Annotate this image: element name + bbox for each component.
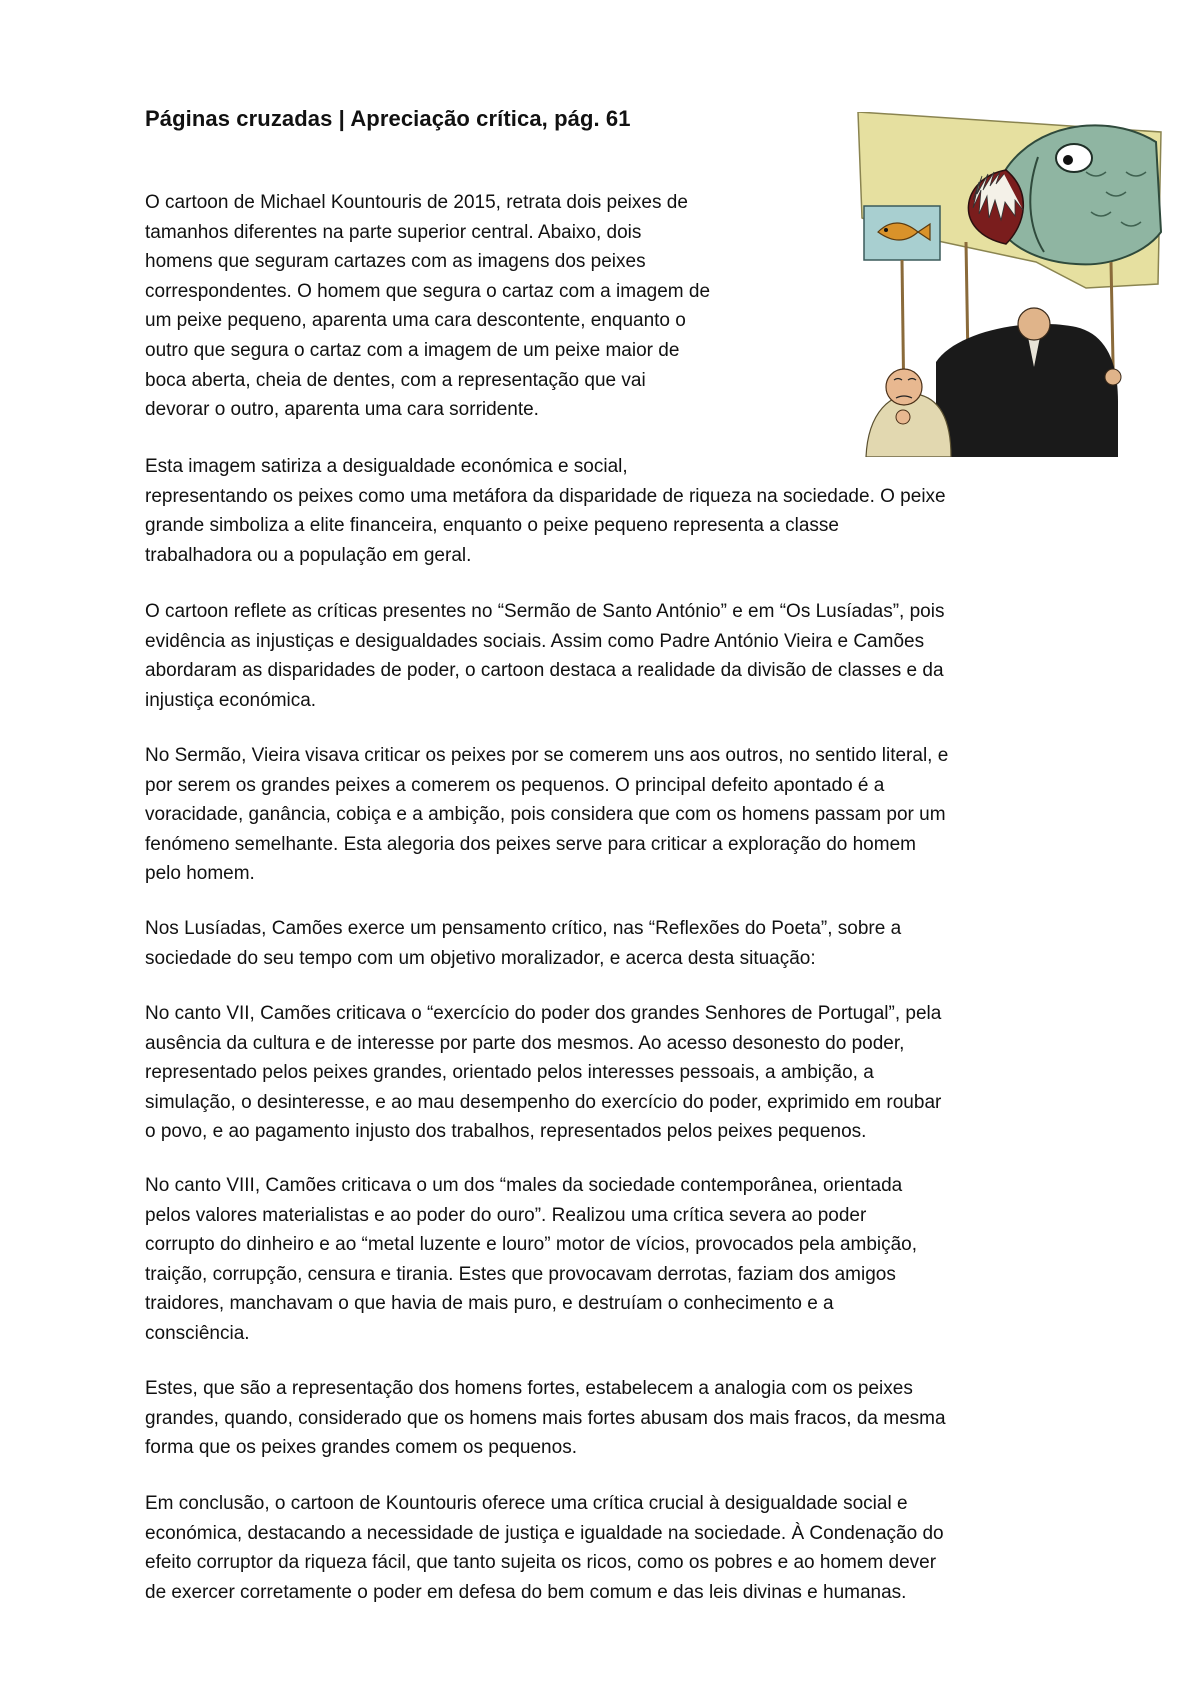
text-line: pelo homem. xyxy=(145,863,255,885)
text-line: de exercer corretamente o poder em defesa do bem comum e das leis divinas e humanas. xyxy=(145,1581,907,1603)
text-line: O cartoon de Michael Kountouris de 2015, retrata dois peixes de xyxy=(145,192,688,213)
paragraph-lusiadas xyxy=(145,914,1090,973)
document-title: Páginas cruzadas | Apreciação crítica, pág. 61 xyxy=(145,106,631,131)
text-line: traidores, manchavam o que havia de mais puro, e destruíam o conhecimento e a xyxy=(145,1293,834,1315)
text-line: No canto VII, Camões criticava o “exercício do poder dos grandes Senhores de Portugal”, pela xyxy=(145,1003,942,1024)
text-line: Em conclusão, o cartoon de Kountouris oferece uma crítica crucial à desigualdade social e xyxy=(145,1493,908,1514)
paragraph-conclusion xyxy=(145,1489,1090,1607)
text-line: forma que os peixes grandes comem os pequenos. xyxy=(145,1437,577,1459)
paragraph-critiques xyxy=(145,597,1090,715)
text-line: sociedade do seu tempo com um objetivo moralizador, e acerca desta situação: xyxy=(145,947,816,969)
text-line: corrupto do dinheiro e ao “metal luzente e louro” motor de vícios, provocados pela ambição, xyxy=(145,1234,918,1256)
text-line: fenómeno semelhante. Esta alegoria dos peixes serve para criticar a exploração do homem xyxy=(145,833,916,855)
text-line: traição, corrupção, censura e tirania. Estes que provocavam derrotas, faziam dos amigos xyxy=(145,1263,896,1285)
text-line: trabalhadora ou a população em geral. xyxy=(145,544,472,566)
text-line: injustiça económica. xyxy=(145,689,317,711)
text-line: Estes, que são a representação dos homens fortes, estabelecem a analogia com os peixes xyxy=(145,1378,913,1399)
text-line: ausência da cultura e de interesse por parte dos mesmos. Ao acesso desonesto do poder, xyxy=(145,1032,905,1054)
text-line: simulação, o desinteresse, e ao mau desempenho do exercício do poder, exprimido em roubar xyxy=(145,1091,942,1113)
text-line: Esta imagem satiriza a desigualdade económica e social, xyxy=(145,456,628,477)
text-line: representando os peixes como uma metáfora da disparidade de riqueza na sociedade. O peixe xyxy=(145,485,946,507)
text-line: O cartoon reflete as críticas presentes no “Sermão de Santo António” e em “Os Lusíadas”, pois xyxy=(145,601,945,622)
text-line: por serem os grandes peixes a comerem os pequenos. O principal defeito apontado é a xyxy=(145,774,885,796)
text-line: voracidade, ganância, cobiça e a ambição, pois considera que com os homens passam por um xyxy=(145,804,946,826)
text-line: No Sermão, Vieira visava criticar os peixes por se comerem uns aos outros, no sentido literal, e xyxy=(145,745,949,766)
text-line: abordaram as disparidades de poder, o cartoon destaca a realidade da divisão de classes e da xyxy=(145,660,944,682)
text-line: o povo, e ao pagamento injusto dos trabalhos, representados pelos peixes pequenos. xyxy=(145,1121,867,1143)
text-line: pelos valores materialistas e ao poder do ouro”. Realizou uma crítica severa ao poder xyxy=(145,1204,867,1226)
text-line: um peixe pequeno, aparenta uma cara descontente, enquanto o xyxy=(145,310,686,332)
text-line: grandes, quando, considerado que os homens mais fortes abusam dos mais fracos, da mesma xyxy=(145,1407,946,1429)
text-line: Nos Lusíadas, Camões exerce um pensamento crítico, nas “Reflexões do Poeta”, sobre a xyxy=(145,918,902,939)
text-line: devorar o outro, aparenta uma cara sorridente. xyxy=(145,399,539,421)
text-line: efeito corruptor da riqueza fácil, que tanto sujeita os ricos, como os pobres e ao homem dever xyxy=(145,1552,937,1574)
paragraph-sermao xyxy=(145,741,1090,889)
text-line: grande simboliza a elite financeira, enquanto o peixe pequeno representa a classe xyxy=(145,515,839,537)
text-line: evidência as injustiças e desigualdades sociais. Assim como Padre António Vieira e Camões xyxy=(145,630,925,652)
text-line: homens que seguram cartazes com as imagens dos peixes xyxy=(145,251,646,273)
paragraph-cartoon-description xyxy=(145,188,825,425)
text-line: consciência. xyxy=(145,1322,250,1344)
text-line: tamanhos diferentes na parte superior central. Abaixo, dois xyxy=(145,221,642,243)
paragraph-analogy xyxy=(145,1374,1090,1463)
paragraph-satire xyxy=(145,452,1090,570)
paragraph-canto-vii xyxy=(145,999,1090,1147)
paragraph-canto-viii xyxy=(145,1171,1090,1349)
text-line: No canto VIII, Camões criticava o um dos “males da sociedade contemporânea, orientada xyxy=(145,1175,903,1196)
text-line: correspondentes. O homem que segura o cartaz com a imagem de xyxy=(145,280,711,302)
fish-cartoon-illustration xyxy=(856,112,1163,457)
text-line: outro que segura o cartaz com a imagem de um peixe maior de xyxy=(145,339,680,361)
text-line: boca aberta, cheia de dentes, com a representação que vai xyxy=(145,369,646,391)
text-line: representado pelos peixes grandes, orientado pelos interesses pessoais, a ambição, a xyxy=(145,1062,874,1084)
text-line: económica, destacando a necessidade de justiça e igualdade na sociedade. À Condenação do xyxy=(145,1522,944,1544)
